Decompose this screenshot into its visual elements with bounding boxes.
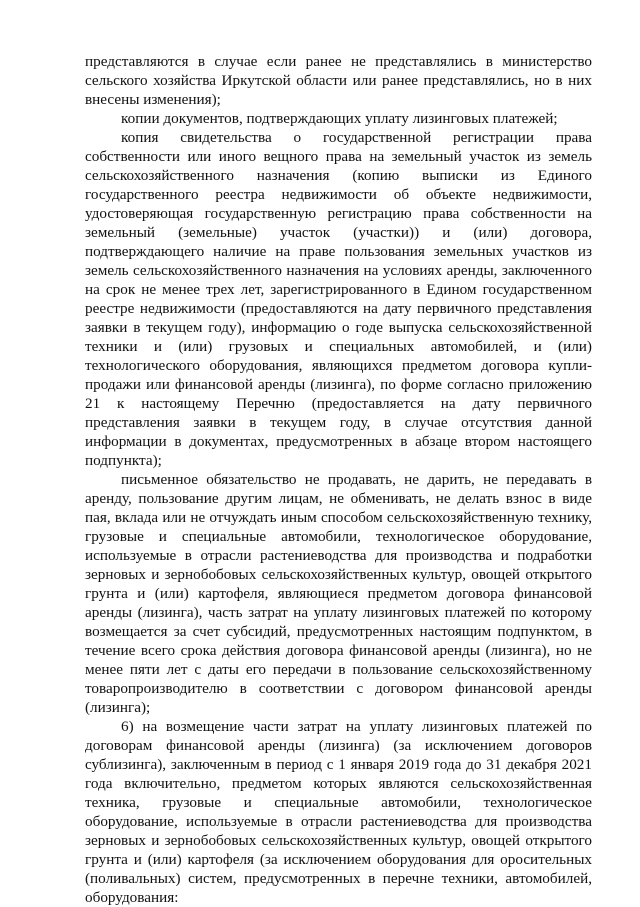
- paragraph-lease-payment-copies: копии документов, подтверждающих уплату лизинговых платежей;: [121, 110, 558, 127]
- paragraph-written-obligation: письменное обязательство не продавать, не дарить, не передавать в аренду, пользование другим лицам, не обменивать, не делать взнос в виде пая, вклада или не отчуждать иным способом сельскохозяйственную технику, грузовые и специальные автомобили, технологическое оборудование, используемые в отрасли растениеводства для производства и подработки зерновых и зернобобовых сельскохозяйственных культур, овощей открытого грунта и (или) картофеля, являющиеся предметом договора финансовой аренды (лизинга), часть затрат на уплату лизинговых платежей по которому возмещается за счет субсидий, предусмотренных настоящим подпунктом, в течение всего срока действия договора финансовой аренды (лизинга), но не менее пяти лет с даты его передачи в пользование сельскохозяйственному товаропроизводителю в соответствии с договором финансовой аренды (лизинга);: [85, 471, 592, 716]
- paragraph-subclause-6: 6) на возмещение части затрат на уплату лизинговых платежей по договорам финансовой аренды (лизинга) (за исключением договоров сублизинга), заключенным в период с 1 января 2019 года до 31 декабря 2021 года включительно, предметом которых являются сельскохозяйственная техника, грузовые и специальные автомобили, технологическое оборудование, используемые в отрасли растениеводства для производства зерновых и зернобобовых сельскохозяйственных культур, овощей открытого грунта и (или) картофеля (за исключением оборудования для оросительных (поливальных) систем, предусмотренных в перечне техники, автомобилей, оборудования:: [85, 718, 592, 906]
- paragraph-land-registration: копия свидетельства о государственной регистрации права собственности или иного вещного права на земельный участок из земель сельскохозяйственного назначения (копию выписки из Единого государственного реестра недвижимости об объекте недвижимости, удостоверяющая государственную регистрацию права собственности на земельный (земельные) участок (участки)) и (или) договора, подтверждающего наличие на праве пользования земельных участков из земель сельскохозяйственного назначения на условиях аренды, заключенного на срок не менее трех лет, зарегистрированного в Едином государственном реестре недвижимости (предоставляются на дату первичного представления заявки в текущем году), информацию о годе выпуска сельскохозяйственной техники и (или) грузовых и специальных автомобилей, и (или) технологического оборудования, являющихся предметом договора купли-продажи или финансовой аренды (лизинга), по форме согласно приложению 21 к настоящему Перечню (предоставляется на дату первичного представления заявки в текущем году, в случае отсутствия данной информации в документах, предусмотренных в абзаце втором настоящего подпункта);: [85, 129, 592, 469]
- paragraph-continuation: представляются в случае если ранее не представлялись в министерство сельского хозяйства Иркутской области или ранее представлялись, но в них внесены изменения);: [85, 53, 592, 108]
